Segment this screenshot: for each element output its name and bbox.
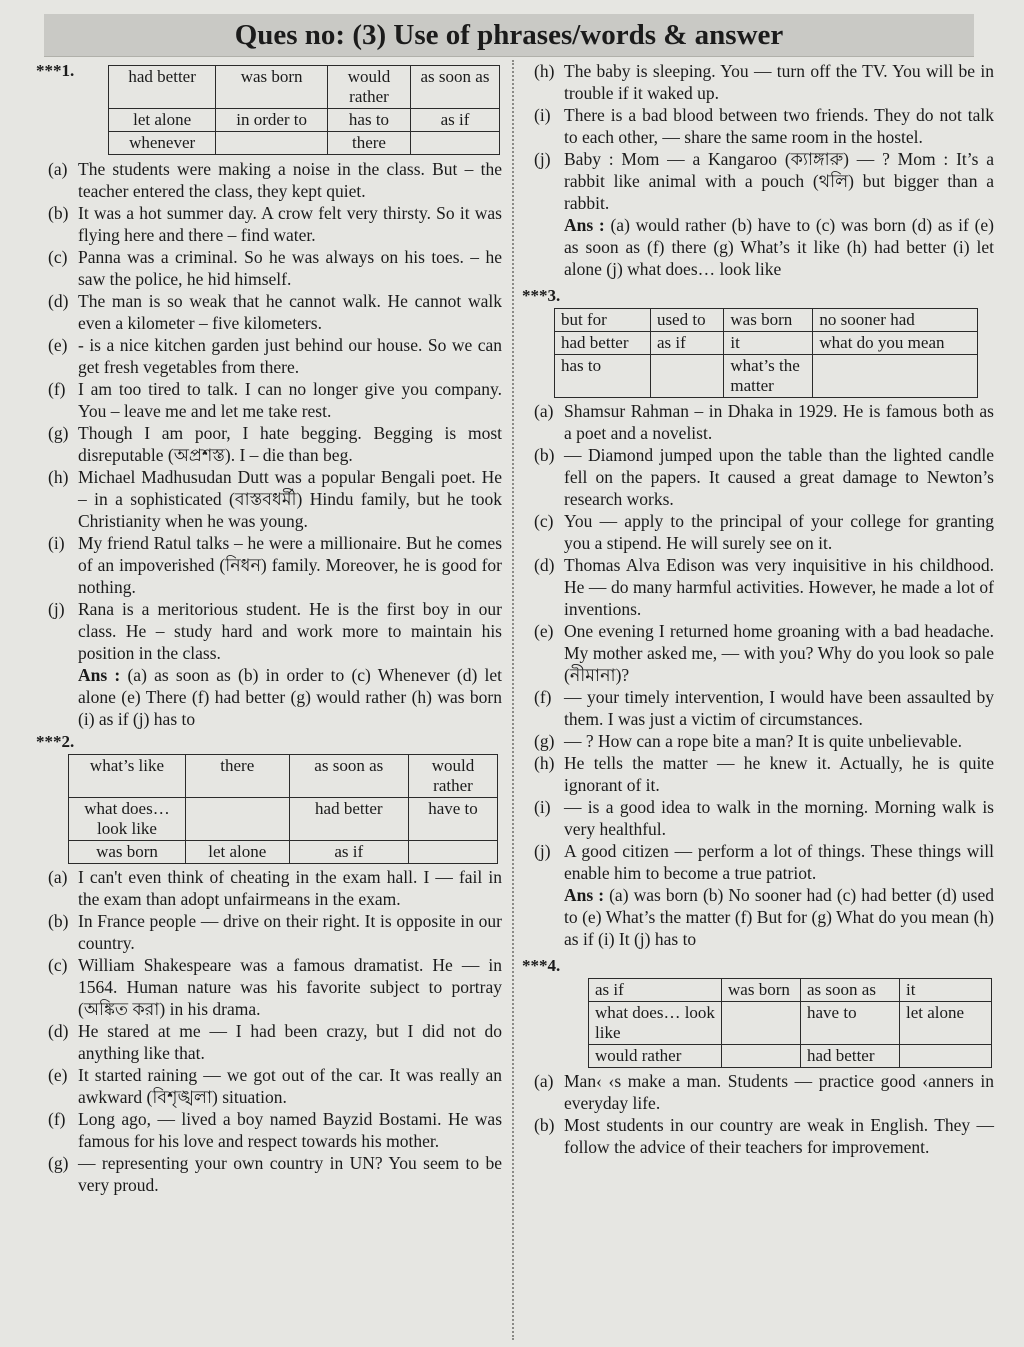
item-label: (c) [534,511,554,531]
table-cell [900,1045,992,1068]
table-cell: whenever [109,132,216,155]
item-label: (g) [534,731,555,751]
table-row [109,109,500,132]
list-item [36,378,502,422]
table-cell: as if [589,979,722,1002]
item-label: (d) [48,291,69,311]
table-cell: what does… look like [589,1002,722,1045]
table-cell [722,1002,801,1045]
item-label: (c) [48,247,68,267]
answer-text: (a) would rather (b) have to (c) was born (d) as if (e) as soon as (f) there (g) What’s it like (h) had better (i) let alone (j) what does… look like [564,215,994,279]
list-item [36,954,502,1020]
answer-block [522,214,994,280]
list-item [36,334,502,378]
table-cell: had better [109,66,216,109]
table-row [589,1002,992,1045]
list-item [522,148,994,214]
list-item [522,60,994,104]
item-label: (j) [534,841,551,861]
table-cell: but for [555,309,651,332]
item-label: (g) [48,1153,69,1173]
item-label: (a) [48,159,68,179]
answer-text: (a) was born (b) No sooner had (c) had better (d) used to (e) What’s the matter (f) But for (g) What do you mean (h) as if (i) It (j) has to [564,885,994,949]
list-item [36,1020,502,1064]
item-text: — your timely intervention, I would have been assaulted by them. I was just a victim of circumstances. [564,687,994,729]
table-cell: has to [555,355,651,398]
table-row [589,979,992,1002]
item-text: — representing your own country in UN? You seem to be very proud. [78,1153,502,1195]
table-cell: was born [724,309,813,332]
item-text: He tells the matter — he knew it. Actually, he is quite ignorant of it. [564,753,994,795]
item-text: Rana is a meritorious student. He is the first boy in our class. He – study hard and work more to maintain his position in the class. [78,599,502,663]
item-text: He stared at me — I had been crazy, but I did not do anything like that. [78,1021,502,1063]
item-label: (h) [534,61,555,81]
item-label: (e) [48,335,68,355]
table-cell: what does… look like [69,798,186,841]
item-text: William Shakespeare was a famous dramatist. He — in 1564. Human nature was his favorite subject to portray (অঙ্কিত করা) in his drama. [78,955,502,1019]
item-label: (b) [48,203,69,223]
item-text: There is a bad blood between two friends. They do not talk to each other, — share the same room in the hostel. [564,105,994,147]
table-cell: as if [289,841,408,864]
item-label: (c) [48,955,68,975]
table-cell [216,132,328,155]
item-label: (g) [48,423,69,443]
list-item [522,796,994,840]
table-cell: let alone [109,109,216,132]
table-cell: what do you mean [813,332,978,355]
table-cell [722,1045,801,1068]
list-item [522,1070,994,1114]
table-cell: have to [801,1002,900,1045]
item-label: (i) [534,105,551,125]
table-cell [650,355,723,398]
answer-label: Ans : [564,215,605,235]
item-label: (a) [534,401,554,421]
list-item [36,158,502,202]
section-number: ***4. [522,956,561,975]
column-divider [512,60,514,1340]
item-label: (h) [534,753,555,773]
item-text: You — apply to the principal of your college for granting you a stipend. He will surely see on it. [564,511,994,553]
answer-label: Ans : [564,885,605,905]
list-item [522,554,994,620]
item-label: (f) [48,1109,66,1129]
item-label: (j) [48,599,65,619]
table-row [109,66,500,109]
right-column [522,60,994,1158]
item-label: (e) [48,1065,68,1085]
table-cell [411,132,500,155]
table-cell: was born [722,979,801,1002]
item-text: - is a nice kitchen garden just behind our house. So we can get fresh vegetables from there. [78,335,502,377]
table-row [109,132,500,155]
list-item [522,104,994,148]
item-label: (b) [534,445,555,465]
table-cell: in order to [216,109,328,132]
item-text: Panna was a criminal. So he was always on his toes. – he saw the police, he hid himself. [78,247,502,289]
item-text: Man‹ ‹s make a man. Students — practice good ‹anners in everyday life. [564,1071,994,1113]
list-item [36,532,502,598]
answer-block [36,664,502,730]
item-label: (a) [48,867,68,887]
item-label: (j) [534,149,551,169]
table-cell: there [186,755,290,798]
item-text: Most students in our country are weak in English. They — follow the advice of their teachers for improvement. [564,1115,994,1157]
item-text: One evening I returned home groaning with a bad headache. My mother asked me, — with you? Why do you look so pale (নীমানা)? [564,621,994,685]
answer-text: (a) as soon as (b) in order to (c) Whenever (d) let alone (e) There (f) had better (g) would rather (h) was born (i) as if (j) has to [78,665,503,729]
word-table [588,978,992,1068]
list-item [522,686,994,730]
word-table [68,754,498,864]
item-label: (d) [48,1021,69,1041]
list-item [36,598,502,664]
table-cell: as soon as [411,66,500,109]
item-text: Michael Madhusudan Dutt was a popular Bengali poet. He – in a sophisticated (বাস্তবধর্মী) Hindu family, but he took Christianity when he was young. [78,467,502,531]
left-column [36,60,502,1196]
table-cell: let alone [900,1002,992,1045]
table-cell: it [900,979,992,1002]
table-cell: as if [411,109,500,132]
list-item [522,510,994,554]
item-text: A good citizen — perform a lot of things. These things will enable him to become a true patriot. [564,841,994,883]
item-text: — Diamond jumped upon the table than the lighted candle fell on the papers. It caused a great damage to Newton’s research works. [564,445,994,509]
item-label: (h) [48,467,69,487]
table-cell: let alone [186,841,290,864]
table-row [589,1045,992,1068]
table-cell: what’s like [69,755,186,798]
item-text: It started raining — we got out of the car. It was really an awkward (বিশৃঙ্খলা) situation. [78,1065,502,1107]
list-item [36,202,502,246]
item-label: (b) [48,911,69,931]
table-cell: no sooner had [813,309,978,332]
table-cell: as soon as [801,979,900,1002]
list-item [36,466,502,532]
table-row [555,355,978,398]
list-item [36,290,502,334]
table-cell: has to [328,109,411,132]
item-label: (f) [534,687,552,707]
table-cell: have to [409,798,498,841]
item-text: Baby : Mom — a Kangaroo (ক্যাঙ্গারু) — ? Mom : It’s a rabbit like animal with a pouch (থলি) but bigger than a rabbit. [564,149,994,213]
item-label: (f) [48,379,66,399]
table-cell: it [724,332,813,355]
table-cell: as if [650,332,723,355]
item-text: Thomas Alva Edison was very inquisitive in his childhood. He — do many harmful activities. However, he made a lot of inventions. [564,555,994,619]
item-text: Though I am poor, I hate begging. Begging is most disreputable (অপ্রশস্ত). I – die than beg. [78,423,502,465]
list-item [522,1114,994,1158]
item-text: I can't even think of cheating in the exam hall. I — fail in the exam than adopt unfairmeans in the exam. [78,867,502,909]
table-cell: would rather [409,755,498,798]
item-text: The baby is sleeping. You — turn off the TV. You will be in trouble if it waked up. [564,61,994,103]
list-item [522,752,994,796]
item-label: (d) [534,555,555,575]
list-item [522,730,994,752]
item-text: — is a good idea to walk in the morning. Morning walk is very healthful. [564,797,994,839]
table-row [555,309,978,332]
list-item [36,1064,502,1108]
word-table [554,308,978,398]
item-text: The students were making a noise in the class. But – the teacher entered the class, they kept quiet. [78,159,502,201]
table-cell: had better [555,332,651,355]
list-item [522,444,994,510]
item-label: (b) [534,1115,555,1135]
list-item [36,1108,502,1152]
answer-label: Ans : [78,665,121,685]
list-item [36,866,502,910]
table-cell: used to [650,309,723,332]
table-cell [813,355,978,398]
answer-block [522,884,994,950]
table-cell: would rather [589,1045,722,1068]
item-label: (i) [48,533,65,553]
list-item [36,246,502,290]
table-cell: as soon as [289,755,408,798]
table-row [69,798,498,841]
item-text: The man is so weak that he cannot walk. He cannot walk even a kilometer – five kilometers. [78,291,502,333]
item-label: (i) [534,797,551,817]
list-item [522,620,994,686]
table-cell: had better [289,798,408,841]
table-cell: what’s the matter [724,355,813,398]
table-cell [409,841,498,864]
list-item [522,840,994,884]
table-cell: was born [216,66,328,109]
section-number: ***2. [36,732,75,751]
item-text: It was a hot summer day. A crow felt very thirsty. So it was flying here and there – find water. [78,203,502,245]
item-label: (e) [534,621,554,641]
item-text: My friend Ratul talks – he were a millionaire. But he comes of an impoverished (নিধন) family. Moreover, he is good for nothing. [78,533,502,597]
list-item [36,1152,502,1196]
table-cell: would rather [328,66,411,109]
table-cell [186,798,290,841]
item-text: — ? How can a rope bite a man? It is quite unbelievable. [564,731,962,751]
word-table [108,65,500,155]
table-cell: there [328,132,411,155]
item-text: I am too tired to talk. I can no longer give you company. You – leave me and let me take rest. [78,379,502,421]
item-text: Shamsur Rahman – in Dhaka in 1929. He is famous both as a poet and a novelist. [564,401,994,443]
table-row [69,841,498,864]
list-item [36,910,502,954]
section-number: ***3. [522,286,561,305]
table-cell: was born [69,841,186,864]
page-title: Ques no: (3) Use of phrases/words & answer [234,19,784,51]
section-number: ***1. [36,61,75,80]
item-text: In France people — drive on their right. It is opposite in our country. [78,911,502,953]
item-text: Long ago, — lived a boy named Bayzid Bostami. He was famous for his love and respect towards his mother. [78,1109,502,1151]
list-item [36,422,502,466]
table-row [555,332,978,355]
table-row [69,755,498,798]
item-label: (a) [534,1071,554,1091]
table-cell: had better [801,1045,900,1068]
list-item [522,400,994,444]
